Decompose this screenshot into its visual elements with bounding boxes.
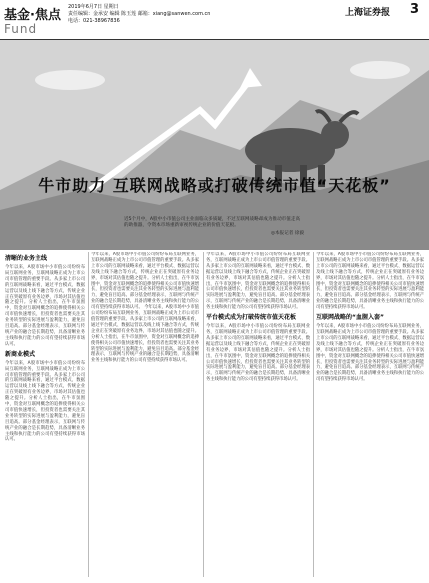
column-text: 今年以来，A股市场中小市值公司纷纷布局互联网业务，互联网战略正成为上市公司市值管理的重要手段。从多家上市公司的互联网战略来看，通过平台模式、数据运营以及线上线下融合等方式，传统企业正在突破原有业务边界，市场对其估值也随之提升。分析人士指出，在牛市氛围中，资金对互联网概念的追捧使得相关公司市值快速增长，但投资者也需要关注其业务转型的实际进展与盈利能力，避免盲目追高。部分基金经理表示，互联网与传统产业的融合是长期趋势，具备清晰业务主线和执行能力的公司有望持续获得市场认可。 [206,252,310,311]
article-column-4 [316,252,424,577]
column-divider [203,252,204,577]
date-line: 2019年6月7日 星期日 [68,4,119,10]
phone-line: 电话：021-38967836 [68,18,120,24]
section-title-en: Fund [4,22,38,36]
article-column-1 [5,252,85,577]
column-divider [313,252,314,577]
column-subhead-2: 新商业模式 [5,350,36,358]
section-title: 基金·焦点 [4,8,61,23]
column-text: 今年以来，A股市场中小市值公司纷纷布局互联网业务，互联网战略正成为上市公司市值管理的重要手段。从多家上市公司的互联网战略来看，通过平台模式、数据运营以及线上线下融合等方式，传统企业正在突破原有业务边界，市场对其估值也随之提升。分析人士指出，在牛市氛围中，资金对互联网概念的追捧使得相关公司市值快速增长，但投资者也需要关注其业务转型的实际进展与盈利能力，避免盲目追高。部分基金经理表示，互联网与传统产业的融合是长期趋势，具备清晰业务主线和执行能力的公司有望持续获得市场认可。 [91,252,199,311]
column-divider [88,252,89,577]
header-meta [68,4,278,25]
column-text-2: 今年以来，A股市场中小市值公司纷纷布局互联网业务，互联网战略正成为上市公司市值管理的重要手段。从多家上市公司的互联网战略来看，通过平台模式、数据运营以及线上线下融合等方式，传统企业正在突破原有业务边界，市场对其估值也随之提升。分析人士指出，在牛市氛围中，资金对互联网概念的追捧使得相关公司市值快速增长，但投资者也需要关注其业务转型的实际进展与盈利能力，避免盲目追高。部分基金经理表示，互联网与传统产业的融合是长期趋势，具备清晰业务主线和执行能力的公司有望持续获得市场认可。 [316,324,424,383]
column-subhead: 平台模式成为打破传统市值天花板 [206,314,297,322]
page-number: 3 [410,2,420,17]
article-lead [124,217,304,237]
column-text-2: 今年以来，A股市场中小市值公司纷纷布局互联网业务，互联网战略正成为上市公司市值管理的重要手段。从多家上市公司的互联网战略来看，通过平台模式、数据运营以及线上线下融合等方式，传统企业正在突破原有业务边界，市场对其估值也随之提升。分析人士指出，在牛市氛围中，资金对互联网概念的追捧使得相关公司市值快速增长，但投资者也需要关注其业务转型的实际进展与盈利能力，避免盲目追高。部分基金经理表示，互联网与传统产业的融合是长期趋势，具备清晰业务主线和执行能力的公司有望持续获得市场认可。 [91,305,199,364]
newspaper-name: 上海证券报 [345,8,391,18]
page-header [0,0,429,40]
column-text: 今年以来，A股市场中小市值公司纷纷布局互联网业务，互联网战略正成为上市公司市值管理的重要手段。从多家上市公司的互联网战略来看，通过平台模式、数据运营以及线上线下融合等方式，传统企业正在突破原有业务边界，市场对其估值也随之提升。分析人士指出，在牛市氛围中，资金对互联网概念的追捧使得相关公司市值快速增长，但投资者也需要关注其业务转型的实际进展与盈利能力，避免盲目追高。部分基金经理表示，互联网与传统产业的融合是长期趋势，具备清晰业务主线和执行能力的公司有望持续获得市场认可。 [5,265,85,347]
column-text: 今年以来，A股市场中小市值公司纷纷布局互联网业务，互联网战略正成为上市公司市值管理的重要手段。从多家上市公司的互联网战略来看，通过平台模式、数据运营以及线上线下融合等方式，传统企业正在突破原有业务边界，市场对其估值也随之提升。分析人士指出，在牛市氛围中，资金对互联网概念的追捧使得相关公司市值快速增长，但投资者也需要关注其业务转型的实际进展与盈利能力，避免盲目追高。部分基金经理表示，互联网与传统产业的融合是长期趋势，具备清晰业务主线和执行能力的公司有望持续获得市场认可。 [316,252,424,311]
column-text-2: 今年以来，A股市场中小市值公司纷纷布局互联网业务，互联网战略正成为上市公司市值管理的重要手段。从多家上市公司的互联网战略来看，通过平台模式、数据运营以及线上线下融合等方式，传统企业正在突破原有业务边界，市场对其估值也随之提升。分析人士指出，在牛市氛围中，资金对互联网概念的追捧使得相关公司市值快速增长，但投资者也需要关注其业务转型的实际进展与盈利能力，避免盲目追高。部分基金经理表示，互联网与传统产业的融合是长期趋势，具备清晰业务主线和执行能力的公司有望持续获得市场认可。 [5,360,85,443]
lead-text: 近5个月中，A股中小市值公司主业面临众多质疑，不过互联网战略却成为推动市值走高的助推器，令资本市场重新审视传统企业的价值天花板。 [124,217,301,229]
editor-line: 责任编辑：金承安 编辑 陈玉莲 邮箱：xiang@sanwen.com.cn [68,11,211,17]
byline: ◎本报记者 徐毅 [270,230,304,236]
article-column-3 [206,252,310,577]
column-subhead: 互联网战略的“血腥入套” [316,314,384,322]
article-column-2 [91,252,199,577]
column-text-2: 今年以来，A股市场中小市值公司纷纷布局互联网业务，互联网战略正成为上市公司市值管理的重要手段。从多家上市公司的互联网战略来看，通过平台模式、数据运营以及线上线下融合等方式，传统企业正在突破原有业务边界，市场对其估值也随之提升。分析人士指出，在牛市氛围中，资金对互联网概念的追捧使得相关公司市值快速增长，但投资者也需要关注其业务转型的实际进展与盈利能力，避免盲目追高。部分基金经理表示，互联网与传统产业的融合是长期趋势，具备清晰业务主线和执行能力的公司有望持续获得市场认可。 [206,324,310,383]
article-headline: 牛市助力 互联网战略或打破传统市值“天花板” [38,176,391,195]
column-subhead: 清晰的业务主线 [5,255,48,262]
